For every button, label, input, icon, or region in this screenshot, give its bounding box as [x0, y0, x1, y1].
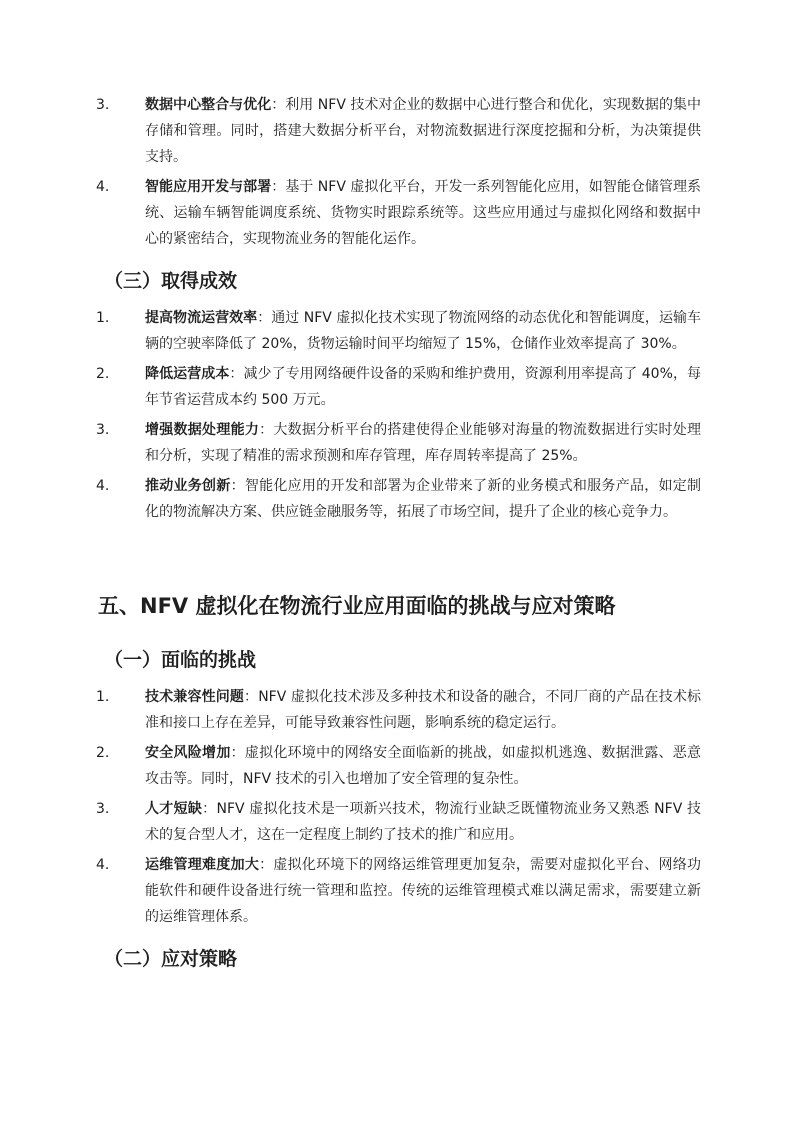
term-separator: ：	[271, 179, 286, 195]
list-number: 4.	[96, 857, 110, 873]
list-body: 虚拟化环境下的网络运维管理更加复杂，需要对虚拟化平台、网络功能软件和硬件设备进行统一管理和监控。传统的运维管理模式难以满足需求，需要建立新的运维管理体系。	[145, 857, 702, 925]
list-term: 人才短缺	[145, 801, 203, 817]
list-text	[145, 417, 701, 469]
list-term: 运维管理难度加大	[145, 857, 260, 873]
list-body: 智能化应用的开发和部署为企业带来了新的业务模式和服务产品，如定制化的物流解决方案、供应链金融服务等，拓展了市场空间，提升了企业的核心竞争力。	[145, 478, 702, 520]
list-number: 2.	[96, 745, 110, 761]
list-number: 3.	[96, 97, 110, 113]
term-separator: ：	[257, 310, 272, 326]
list-term: 技术兼容性问题	[145, 689, 245, 705]
list-text	[145, 684, 701, 736]
list-term: 推动业务创新	[145, 478, 231, 494]
list-body: 利用 NFV 技术对企业的数据中心进行整合和优化，实现数据的集中存储和管理。同时，搭建大数据分析平台，对物流数据进行深度挖掘和分析，为决策提供支持。	[145, 97, 701, 165]
term-separator: ：	[202, 801, 217, 817]
list-text	[145, 305, 701, 357]
list-number: 1.	[96, 689, 110, 705]
list-results	[0, 305, 794, 525]
list-text	[145, 473, 701, 525]
list-text	[145, 174, 701, 252]
list-text	[145, 740, 701, 792]
list-item	[0, 305, 794, 357]
term-separator: ：	[244, 689, 259, 705]
list-text	[145, 361, 701, 413]
list-item	[0, 684, 794, 736]
list-term: 智能应用开发与部署	[145, 179, 272, 195]
list-number: 3.	[96, 422, 110, 438]
subsection-heading-strategies: （二）应对策略	[104, 948, 238, 970]
section-heading-challenges-strategies: 五、NFV 虚拟化在物流行业应用面临的挑战与应对策略	[98, 594, 616, 618]
list-body: NFV 虚拟化技术涉及多种技术和设备的融合，不同厂商的产品在技术标准和接口上存在差异，可能导致兼容性问题，影响系统的稳定运行。	[145, 689, 702, 731]
term-separator: ：	[230, 745, 245, 761]
list-item	[0, 92, 794, 170]
list-number: 4.	[96, 478, 110, 494]
list-body: 通过 NFV 虚拟化技术实现了物流网络的动态优化和智能调度，运输车辆的空驶率降低了 20%，货物运输时间平均缩短了 15%，仓储作业效率提高了 30%。	[145, 310, 702, 352]
list-body: 减少了专用网络硬件设备的采购和维护费用，资源利用率提高了 40%，每年节省运营成本约 500 万元。	[145, 366, 702, 408]
list-number: 4.	[96, 179, 110, 195]
subsection-heading-challenges: （一）面临的挑战	[104, 649, 257, 671]
list-term: 数据中心整合与优化	[145, 97, 272, 113]
list-text	[145, 92, 701, 170]
term-separator: ：	[259, 422, 274, 438]
term-separator: ：	[271, 97, 286, 113]
term-separator: ：	[259, 857, 274, 873]
list-text	[145, 796, 701, 848]
term-separator: ：	[229, 366, 244, 382]
list-term: 安全风险增加	[145, 745, 231, 761]
list-item	[0, 473, 794, 525]
list-body: 基于 NFV 虚拟化平台，开发一系列智能化应用，如智能仓储管理系统、运输车辆智能调度系统、货物实时跟踪系统等。这些应用通过与虚拟化网络和数据中心的紧密结合，实现物流业务的智能化运作。	[145, 179, 701, 247]
section-heading-results: （三）取得成效	[104, 270, 238, 292]
list-body: 大数据分析平台的搭建使得企业能够对海量的物流数据进行实时处理和分析，实现了精准的需求预测和库存管理，库存周转率提高了 25%。	[145, 422, 702, 464]
list-term: 降低运营成本	[145, 366, 230, 382]
list-body: NFV 虚拟化技术是一项新兴技术，物流行业缺乏既懂物流业务又熟悉 NFV 技术的复合型人才，这在一定程度上制约了技术的推广和应用。	[145, 801, 702, 843]
list-item	[0, 417, 794, 469]
list-item	[0, 740, 794, 792]
list-integration-steps	[0, 92, 794, 252]
list-number: 2.	[96, 366, 110, 382]
term-separator: ：	[230, 478, 245, 494]
list-term: 提高物流运营效率	[145, 310, 258, 326]
list-item	[0, 174, 794, 252]
list-body: 虚拟化环境中的网络安全面临新的挑战，如虚拟机逃逸、数据泄露、恶意攻击等。同时，NFV 技术的引入也增加了安全管理的复杂性。	[145, 745, 702, 787]
list-term: 增强数据处理能力	[145, 422, 260, 438]
list-challenges	[0, 684, 794, 930]
list-item	[0, 361, 794, 413]
list-item	[0, 852, 794, 930]
list-item	[0, 796, 794, 848]
list-number: 3.	[96, 801, 110, 817]
list-number: 1.	[96, 310, 110, 326]
list-text	[145, 852, 701, 930]
